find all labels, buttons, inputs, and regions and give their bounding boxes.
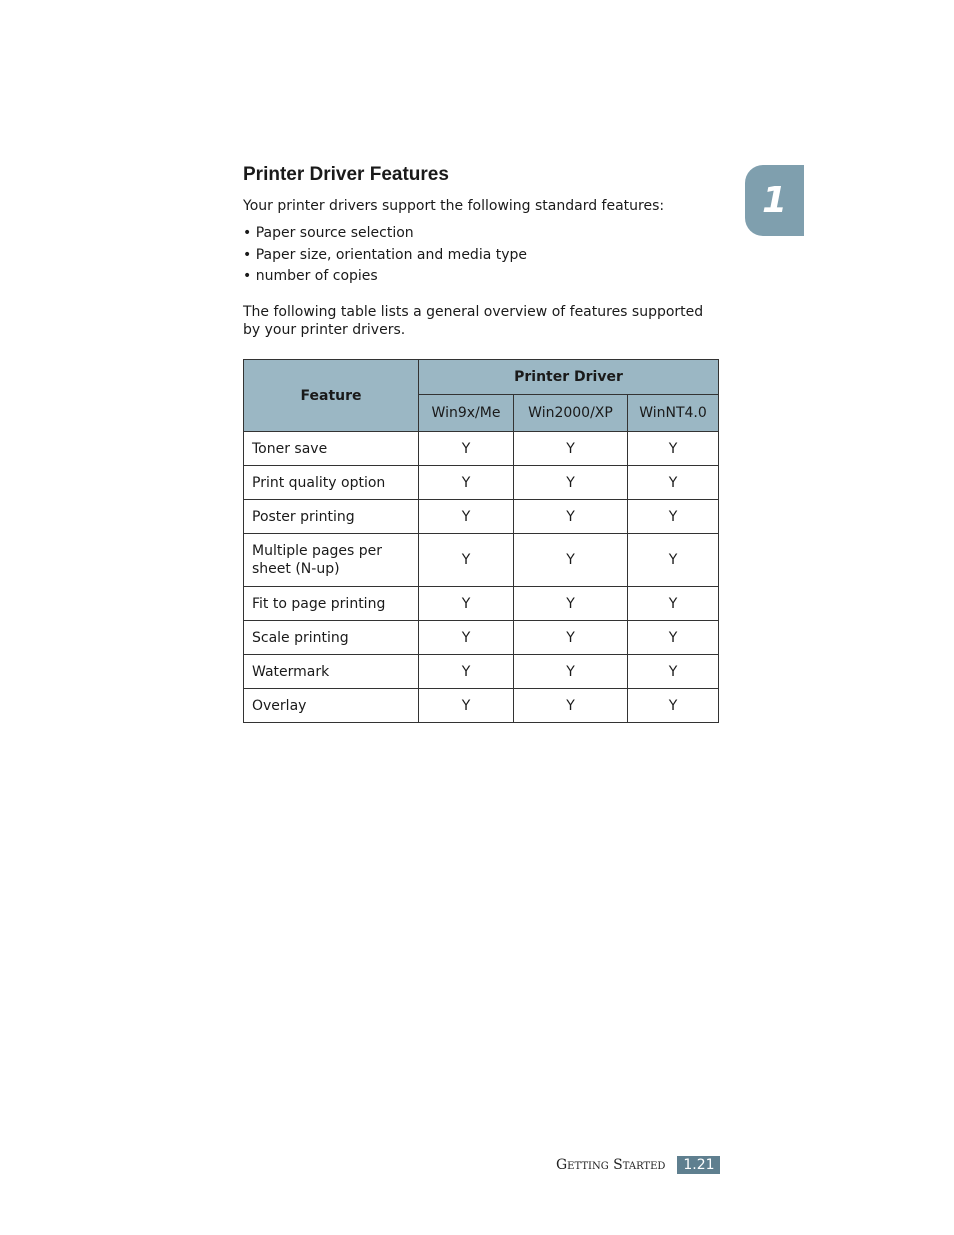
- chapter-tab: [745, 165, 804, 236]
- section-heading: Printer Driver Features: [243, 164, 449, 185]
- support-value: Y: [628, 466, 719, 500]
- support-value: Y: [628, 689, 719, 723]
- support-value: Y: [514, 432, 628, 466]
- support-value: Y: [514, 466, 628, 500]
- support-value: Y: [514, 689, 628, 723]
- feature-name: Scale printing: [244, 621, 419, 655]
- printer-driver-header: Printer Driver: [419, 360, 719, 395]
- chapter-number: 1: [761, 179, 788, 221]
- table-row: [244, 655, 719, 689]
- table-intro-paragraph: The following table lists a general overview of features supported by your printer drivers.: [243, 304, 704, 338]
- feature-name: Multiple pages per sheet (N-up): [244, 534, 419, 587]
- support-value: Y: [514, 621, 628, 655]
- support-value: Y: [628, 432, 719, 466]
- feature-name: Watermark: [244, 655, 419, 689]
- support-value: Y: [628, 621, 719, 655]
- support-value: Y: [628, 534, 719, 587]
- support-value: Y: [419, 500, 514, 534]
- support-value: Y: [419, 621, 514, 655]
- table-row: [244, 466, 719, 500]
- table-row: [244, 689, 719, 723]
- table-row: [244, 432, 719, 466]
- page-footer: [556, 1156, 720, 1174]
- feature-name: Poster printing: [244, 500, 419, 534]
- support-value: Y: [419, 534, 514, 587]
- support-value: Y: [514, 534, 628, 587]
- support-value: Y: [419, 432, 514, 466]
- support-value: Y: [419, 587, 514, 621]
- footer-section-title: Getting Started: [556, 1157, 666, 1173]
- support-value: Y: [628, 500, 719, 534]
- support-value: Y: [419, 689, 514, 723]
- feature-column-header: Feature: [244, 360, 419, 432]
- bullet-item: • number of copies: [243, 268, 378, 284]
- feature-name: Overlay: [244, 689, 419, 723]
- support-value: Y: [514, 587, 628, 621]
- driver-features-table: [243, 359, 719, 723]
- feature-name: Fit to page printing: [244, 587, 419, 621]
- support-value: Y: [514, 500, 628, 534]
- feature-name: Print quality option: [244, 466, 419, 500]
- os-column-header: Win2000/XP: [514, 395, 628, 432]
- table-row: [244, 500, 719, 534]
- bullet-item: • Paper size, orientation and media type: [243, 246, 528, 263]
- bullet-item: • Paper source selection: [243, 225, 414, 241]
- feature-name: Toner save: [244, 432, 419, 466]
- table-row: [244, 621, 719, 655]
- intro-text: Your printer drivers support the following standard features:: [243, 198, 665, 214]
- table-row: [244, 587, 719, 621]
- support-value: Y: [514, 655, 628, 689]
- support-value: Y: [419, 655, 514, 689]
- support-value: Y: [628, 655, 719, 689]
- support-value: Y: [419, 466, 514, 500]
- support-value: Y: [628, 587, 719, 621]
- table-row: [244, 534, 719, 587]
- feature-bullet-list: [243, 225, 527, 290]
- os-column-header: WinNT4.0: [628, 395, 719, 432]
- os-column-header: Win9x/Me: [419, 395, 514, 432]
- page-number-badge: 1.21: [677, 1156, 720, 1174]
